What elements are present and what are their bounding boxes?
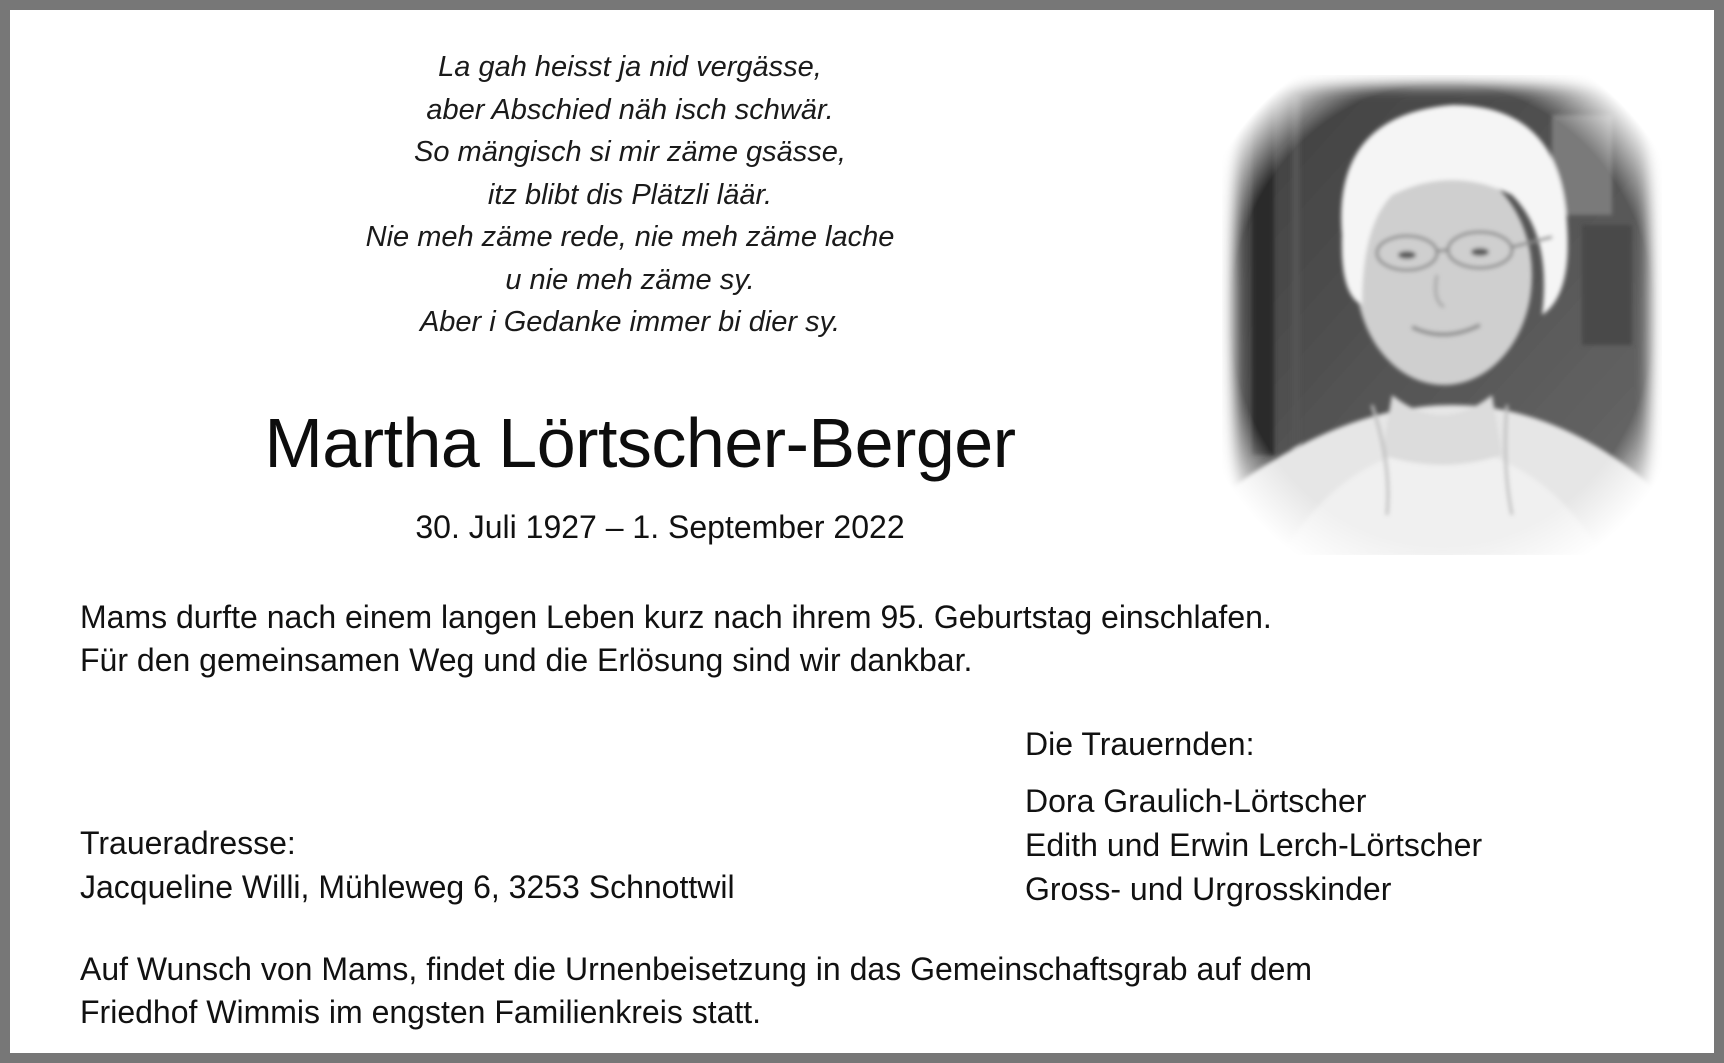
portrait-photo-image [1222, 75, 1662, 555]
mourners-heading: Die Trauernden: [1025, 726, 1255, 762]
note-line: Auf Wunsch von Mams, findet die Urnenbeisetzung in das Gemeinschaftsgrab auf dem [80, 951, 1313, 987]
mourner-name: Dora Graulich-Lörtscher [1025, 783, 1367, 819]
mourner-name: Edith und Erwin Lerch-Lörtscher [1025, 827, 1483, 863]
life-dates: 30. Juli 1927 – 1. September 2022 [415, 509, 905, 545]
farewell-message [80, 596, 1580, 682]
mourning-address [80, 821, 980, 909]
poem-line: itz blibt dis Plätzli läär. [487, 178, 773, 211]
poem [230, 46, 1030, 344]
message-line: Mams durfte nach einem langen Leben kurz nach ihrem 95. Geburtstag einschlafen. [80, 599, 1272, 635]
poem-line: aber Abschied näh isch schwär. [426, 93, 834, 126]
address-value: Jacqueline Willi, Mühleweg 6, 3253 Schnottwil [80, 869, 735, 905]
note-line: Friedhof Wimmis im engsten Familienkreis statt. [80, 994, 762, 1030]
mourner-name: Gross- und Urgrosskinder [1025, 871, 1392, 907]
burial-note [80, 948, 1640, 1034]
mourners-list [1025, 722, 1705, 911]
poem-line: So mängisch si mir zäme gsässe, [414, 136, 846, 168]
poem-line: u nie meh zäme sy. [505, 263, 755, 296]
address-label: Traueradresse: [80, 825, 296, 861]
portrait-photo [1222, 75, 1662, 555]
deceased-name: Martha Lörtscher-Berger [264, 404, 1016, 482]
poem-line: Aber i Gedanke immer bi dier sy. [419, 306, 841, 338]
message-line: Für den gemeinsamen Weg und die Erlösung sind wir dankbar. [80, 642, 973, 678]
poem-line: Nie meh zäme rede, nie meh zäme lache [365, 221, 895, 253]
poem-line: La gah heisst ja nid vergässe, [438, 51, 822, 83]
